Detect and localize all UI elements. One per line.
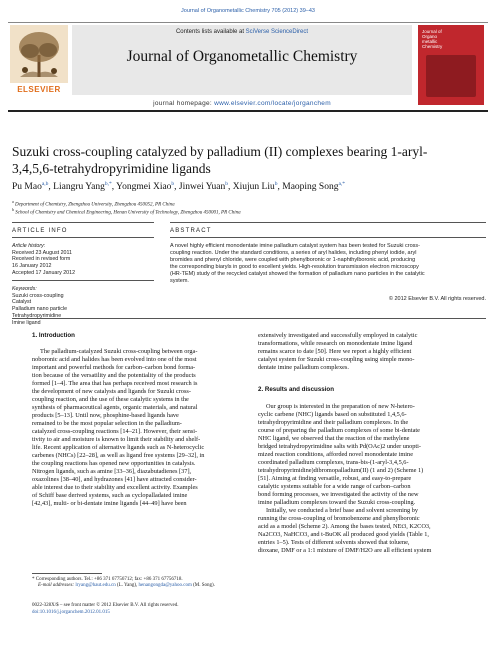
author[interactable]: Liangru Yang$^{b,*}$ (53, 181, 112, 193)
author[interactable]: Yongmei Xiao$^b$ (116, 181, 175, 193)
cover-line-4: Chemistry (422, 44, 443, 49)
author[interactable]: Maoping Song$^{a,*}$ (282, 181, 346, 193)
sciencedirect-link[interactable]: SciVerse ScienceDirect (245, 29, 309, 35)
info-rule-top (12, 222, 154, 223)
results-text: Our group is interested in the preparation of new N-hetero- cyclic carbene (NHC) ligands based on substituted 1,4,5,6- tetrahydropyrimidine and their palladium complexes. In the course of preparing the palladium complexes of some bi-dentate NHC ligand, we observed that the reaction of the methylene bridged tetrahydropyrimidine salts with Pd(OAc)2 under unopti- mized reaction conditions, afforded novel monodentate imine coordinated palladium complexes, trans-bis-(1-aryl-3,4,5,6- tetrahydropyrimidine)dibromopalladium(II) (1 and 2) (Scheme 1) [51]. Aiming at finding versatile, robust, and easy-to-prepare catalytic systems suitable for a wide range of carbon–carbon bond forming processes, we investigated the activity of the new imine palladium complexes toward the Suzuki cross-coupling. Initially, we conducted a brief base and solvent screening by running the cross-coupling of bromobenzene and phenylboronic acid as a model (Scheme 2). Among the bases tested, NEt3, K2CO3, Na2CO3, NaHCO3, and t-BuOK all produced good yields (Table 1, entries 1–5). Tests of different solvents showed that toluene, dioxane, DMF or a 1:1 mixture of DMF/H2O are all efficient system (258, 403, 432, 554)
homepage-prefix: journal homepage: (153, 100, 215, 107)
abstract-heading: ABSTRACT (170, 228, 212, 234)
keywords-block: Keywords: Suzuki cross-coupling Catalyst Palladium nano particle Tetrahydropyrimidine Imine ligand (12, 286, 152, 326)
journal-citation[interactable]: Journal of Organometallic Chemistry 705 (2012) 39–43 (181, 8, 315, 14)
author[interactable]: Jinwei Yuan$^b$ (178, 181, 229, 193)
corresponding-author-note: * Corresponding authors. Tel.: +86 371 67756712; fax: +86 371 67756718. (32, 577, 183, 582)
abstract-rule-top (170, 222, 486, 223)
affiliation-b: $^b$ School of Chemistry and Chemical Engineering, Henan University of Technology, Zhengzhou 450001, PR China (12, 207, 241, 216)
introduction-text: The palladium-catalyzed Suzuki cross-coupling between orga- noboronic acid and halides has been evolved into one of the most important and powerful methods for carbon–carbon bond forma- tion because of the versatility and the potentiality of the products formed [1–4]. The area that has perhaps received most research is the development of new catalysts and ligands for Suzuki cross- coupling reaction, and the use of these catalytic systems in the synthesis of pharmaceutical agents, organic materials, and natural products [5–13]. Until now, phosphine-based ligands have remained to be the most popular selection in the palladium- catalyzed cross-coupling reactions [14–21]. However, their sensi- tivity to air and moisture is known to limit their stability and shelf- life. Recent application of alternative ligands such as N-heterocyclic carbenes (NHCs) [22–28], as well as ligand free systems [29–32], in the coupling reactions has opened new opportunities in catalysis. Nitrogen ligands, such as amine [33–36], diazabutadienes [37], oxazolines [38–40], and hydrazones [41] have attracted consider- able interest due to their stability and excellent activity. Examples of Schiff base derived systems, such as cyclopalladated imine [42,43], multi- or bi-dentate imine ligands [44–49] have been (32, 348, 205, 507)
author-list: Pu Mao$^{a,b}$, Liangru Yang$^{b,*}$, Yongmei Xiao$^b$, Jinwei Yuan$^b$, Xiujun Liu$^b$, Maoping Song$^{a,*}$ (12, 181, 346, 193)
keyword: Tetrahydropyrimidine (12, 312, 62, 319)
section-heading-introduction: 1. Introduction (32, 332, 75, 339)
section-heading-results: 2. Results and discussion (258, 386, 334, 393)
elsevier-tree-icon (10, 25, 68, 83)
title-line-2: 3,4,5,6-tetrahydropyrimidine ligands (12, 161, 211, 176)
keyword: Palladium nano particle (12, 306, 68, 313)
footnote-rule (32, 573, 102, 574)
elsevier-wordmark: ELSEVIER (17, 85, 61, 94)
cover-image (426, 55, 476, 97)
info-rule-mid (12, 237, 154, 238)
article-title (12, 143, 482, 177)
article-info-heading: ARTICLE INFO (12, 228, 68, 234)
footnote-block (32, 577, 252, 590)
right-column-continued-text: extensively investigated and successfully employed in catalytic transformations, while research on monodentate imine ligand remains scarce to date [50]. Here we report a highly efficient catalyst system for Suzuki cross-coupling using simple mono- dentate imine palladium complexes. (258, 332, 418, 371)
email-link[interactable]: henangongda@yahoo.com (138, 583, 192, 589)
abstract-rule-bottom (12, 318, 486, 319)
homepage-link[interactable]: www.elsevier.com/locate/jorganchem (214, 100, 331, 107)
abstract-copyright: © 2012 Elsevier B.V. All rights reserved. (388, 296, 486, 302)
contents-line (72, 29, 412, 35)
email-link[interactable]: lryang@haut.edu.cn (75, 583, 116, 589)
keyword: Imine ligand (12, 319, 41, 326)
journal-cover-thumbnail[interactable] (418, 25, 484, 105)
cover-title (422, 29, 480, 49)
author[interactable]: Pu Mao$^{a,b}$ (12, 181, 49, 193)
abstract-text: A novel highly efficient monodentate imine palladium catalyst system has been tested for Suzuki cross- coupling reaction. Under the standard conditions, a series of aryl halides, including phenyl iodide, aryl bromides and phenyl chloride, were coupled with phenylboronic or 1-naphthylboronic acid, producing the corresponding biaryls in good to excellent yields. High-resolution transmission electron microscopy (HR-TEM) study of the recycled catalyst showed the formation of palladium nano particles in the catalytic system. (170, 243, 425, 284)
abstract-rule-mid (170, 237, 486, 238)
affiliation-a: $^a$ Department of Chemistry, Zhengzhou University, Zhengzhou 450052, PR China (12, 199, 175, 208)
email-addresses: E-mail addresses: lryang@haut.edu.cn (L. Yang), henangongda@yahoo.com (M. Song). (38, 583, 215, 589)
article-history: Article history: Received 23 August 2011 Received in revised form 16 January 2012 Accepted 17 January 2012 (12, 243, 76, 276)
journal-title: Journal of Organometallic Chemistry (126, 48, 358, 65)
keyword: Catalyst (12, 299, 32, 306)
keyword: Suzuki cross-coupling (12, 292, 64, 299)
cover-line-1: Journal of (422, 29, 442, 34)
doi-link[interactable]: doi:10.1016/j.jorganchem.2012.01.015 (32, 610, 110, 615)
issn-line: 0022-328X/$ – see front matter © 2012 Elsevier B.V. All rights reserved. (32, 603, 179, 608)
cover-line-3: metallic (422, 39, 438, 44)
header-rule (8, 110, 488, 112)
title-line-1: Suzuki cross-coupling catalyzed by palladium (II) complexes bearing 1-aryl- (12, 144, 428, 159)
homepage-line (72, 100, 412, 107)
contents-prefix: Contents lists available at (175, 29, 246, 35)
cover-line-2: Organo (422, 34, 438, 39)
author[interactable]: Xiujun Liu$^b$ (232, 181, 278, 193)
